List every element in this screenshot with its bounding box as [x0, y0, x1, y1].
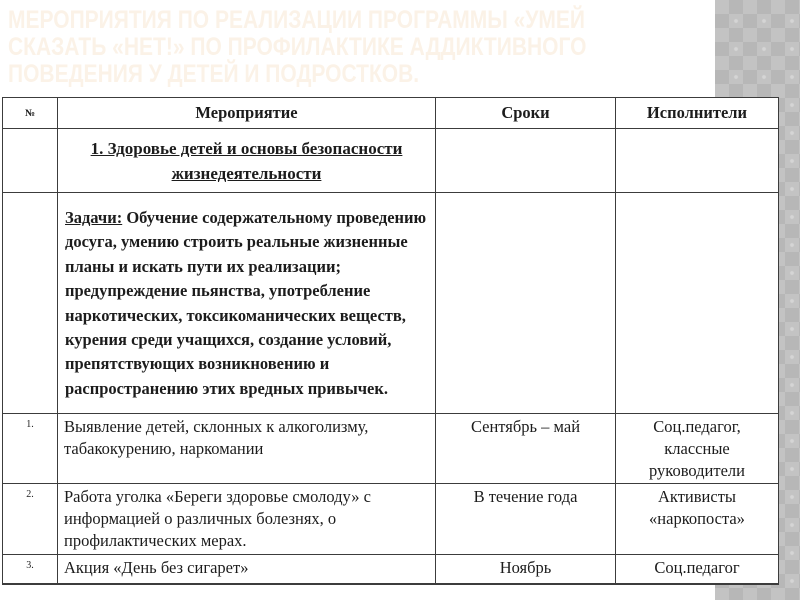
section-term-cell: [436, 129, 616, 193]
row-term: В течение года: [436, 484, 616, 554]
header-executors: Исполнители: [616, 98, 779, 129]
section-title-cell: [58, 129, 436, 193]
row-executor: Активисты «наркопоста»: [616, 484, 779, 554]
table-row: [3, 554, 779, 584]
section-row: [3, 129, 779, 193]
row-activity: Акция «День без сигарет»: [58, 554, 436, 584]
row-term: Сентябрь – май: [436, 414, 616, 484]
tasks-row: [3, 193, 779, 414]
section-executor-cell: [616, 129, 779, 193]
section-title: 1. Здоровье детей и основы безопасности жизнедеятельности: [90, 138, 403, 183]
section-number-cell: [3, 129, 58, 193]
slide-title: МЕРОПРИЯТИЯ ПО РЕАЛИЗАЦИИ ПРОГРАММЫ «УМЕЙ СКАЗАТЬ «НЕТ!» ПО ПРОФИЛАКТИКЕ АДДИКТИВНОГО ПОВЕДЕНИЯ У ДЕТЕЙ И ПОДРОСТКОВ.: [8, 6, 587, 88]
table-row: [3, 484, 779, 554]
tasks-label: Задачи:: [65, 208, 123, 227]
tasks-text-cell: [58, 193, 436, 414]
row-term: Ноябрь: [436, 554, 616, 584]
tasks-executor-cell: [616, 193, 779, 414]
row-number: 2.: [3, 484, 58, 554]
row-number: 3.: [3, 554, 58, 584]
header-number: №: [3, 98, 58, 129]
row-activity: Выявление детей, склонных к алкоголизму, табакокурению, наркомании: [58, 414, 436, 484]
row-number: 1.: [3, 414, 58, 484]
header-activity: Мероприятие: [58, 98, 436, 129]
table-header-row: [3, 98, 779, 129]
tasks-number-cell: [3, 193, 58, 414]
row-executor: Соц.педагог, классные руководители: [616, 414, 779, 484]
header-term: Сроки: [436, 98, 616, 129]
tasks-text: Обучение содержательному проведению досуга, умению строить реальные жизненные планы и искать пути их реализации; предупреждение пьянства, употребление наркотических, токсикоманических веществ, курения среди учащихся, создание условий, препятствующих возникновению и распространению этих вредных привычек.: [65, 208, 427, 398]
activities-table: [2, 97, 779, 585]
row-activity: Работа уголка «Береги здоровье смолоду» с информацией о различных болезнях, о профилактических мерах.: [58, 484, 436, 554]
tasks-term-cell: [436, 193, 616, 414]
table-row: [3, 414, 779, 484]
row-executor: Соц.педагог: [616, 554, 779, 584]
